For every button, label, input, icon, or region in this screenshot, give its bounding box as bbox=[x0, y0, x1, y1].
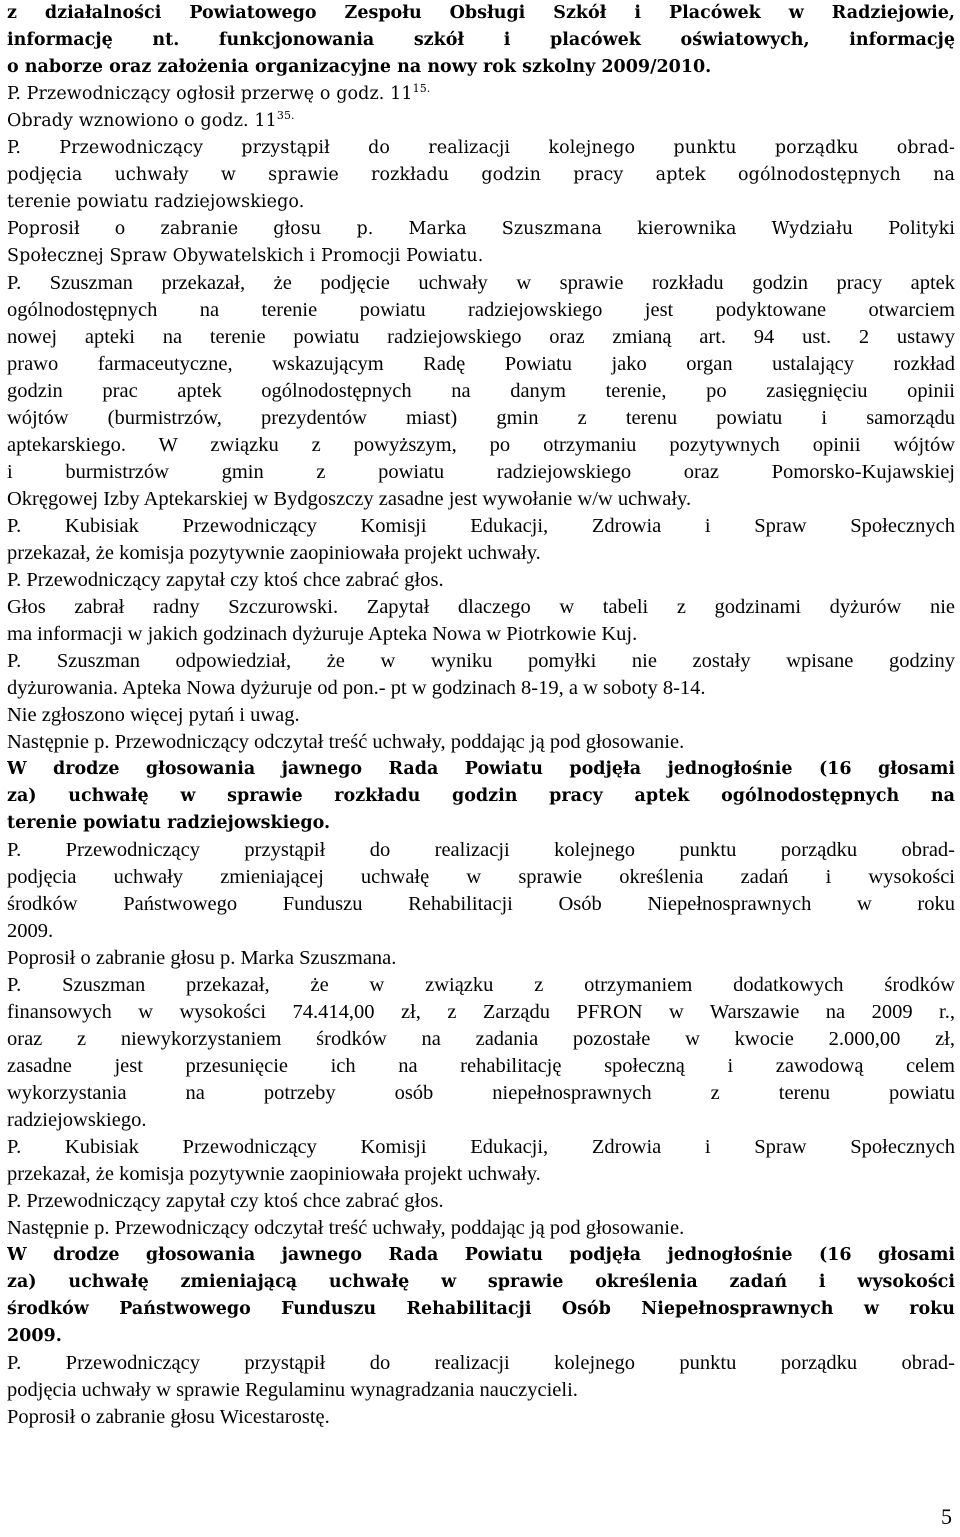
text-line bbox=[7, 54, 955, 81]
text-line bbox=[7, 324, 955, 351]
text-line-content: radziejowskiego. bbox=[7, 1109, 147, 1131]
text-line bbox=[7, 378, 955, 405]
text-line bbox=[7, 486, 955, 513]
text-line bbox=[7, 1269, 955, 1296]
text-line-content: dyżurowania. Apteka Nowa dyżuruje od pon.- pt w godzinach 8-19, a w soboty 8-14. bbox=[7, 677, 706, 699]
text-line-content: W drodze głosowania jawnego Rada Powiatu podjęła jednogłośnie (16 głosami bbox=[7, 1245, 955, 1265]
document-page bbox=[7, 0, 955, 1431]
text-line-content: P. Przewodniczący przystąpił do realizacji kolejnego punktu porządku obrad- bbox=[7, 839, 955, 861]
text-line bbox=[7, 216, 955, 243]
text-line bbox=[7, 810, 955, 837]
text-line-content: podjęcia uchwały w sprawie rozkładu godzin pracy aptek ogólnodostępnych na bbox=[7, 165, 955, 185]
text-line bbox=[7, 729, 955, 756]
text-line bbox=[7, 0, 955, 27]
text-line-content: P. Szuszman odpowiedział, że w wyniku pomyłki nie zostały wpisane godziny bbox=[7, 650, 955, 672]
text-line bbox=[7, 1188, 955, 1215]
text-line-content: 2009. bbox=[7, 920, 54, 942]
text-line bbox=[7, 81, 955, 108]
text-line-content: zasadne jest przesunięcie ich na rehabilitację społeczną i zawodową celem bbox=[7, 1055, 955, 1077]
text-line-content: za) uchwałę zmieniającą uchwałę w sprawie określenia zadań i wysokości bbox=[7, 1272, 955, 1292]
text-line-content: Głos zabrał radny Szczurowski. Zapytał dlaczego w tabeli z godzinami dyżurów nie bbox=[7, 596, 955, 618]
text-line-content: aptekarskiego. W związku z powyższym, po otrzymaniu pozytywnych opinii wójtów bbox=[7, 434, 955, 456]
text-line bbox=[7, 1242, 955, 1269]
text-line bbox=[7, 459, 955, 486]
text-line bbox=[7, 702, 955, 729]
text-line bbox=[7, 1377, 955, 1404]
text-line bbox=[7, 837, 955, 864]
text-line-content: W drodze głosowania jawnego Rada Powiatu podjęła jednogłośnie (16 głosami bbox=[7, 759, 955, 779]
text-line bbox=[7, 162, 955, 189]
text-line bbox=[7, 1107, 955, 1134]
text-line-content: ma informacji w jakich godzinach dyżuruje Apteka Nowa w Piotrkowie Kuj. bbox=[7, 623, 638, 645]
text-line-content: podjęcia uchwały zmieniającej uchwałę w sprawie określenia zadań i wysokości bbox=[7, 866, 955, 888]
text-line-content: P. Przewodniczący zapytał czy ktoś chce zabrać głos. bbox=[7, 569, 444, 591]
text-line-content: oraz z niewykorzystaniem środków na zadania pozostałe w kwocie 2.000,00 zł, bbox=[7, 1028, 955, 1050]
text-line bbox=[7, 1323, 955, 1350]
text-line bbox=[7, 675, 955, 702]
text-line-content: Okręgowej Izby Aptekarskiej w Bydgoszczy zasadne jest wywołanie w/w uchwały. bbox=[7, 488, 692, 510]
text-line bbox=[7, 648, 955, 675]
text-line-content: godzin prac aptek ogólnodostępnych na danym terenie, po zasięgnięciu opinii bbox=[7, 380, 955, 402]
text-line-content: P. Przewodniczący przystąpił do realizacji kolejnego punktu porządku obrad- bbox=[7, 1352, 955, 1374]
text-line bbox=[7, 567, 955, 594]
text-line-content: P. Kubisiak Przewodniczący Komisji Edukacji, Zdrowia i Spraw Społecznych bbox=[7, 1136, 955, 1158]
text-line bbox=[7, 783, 955, 810]
text-line bbox=[7, 945, 955, 972]
text-line-content: i burmistrzów gmin z powiatu radziejowskiego oraz Pomorsko-Kujawskiej bbox=[7, 461, 955, 483]
text-line bbox=[7, 135, 955, 162]
text-line bbox=[7, 1215, 955, 1242]
text-line bbox=[7, 189, 955, 216]
text-line-content: Poprosił o zabranie głosu p. Marka Szuszmana kierownika Wydziału Polityki bbox=[7, 219, 955, 239]
text-line-content: terenie powiatu radziejowskiego. bbox=[7, 813, 331, 833]
text-line-content: P. Przewodniczący zapytał czy ktoś chce zabrać głos. bbox=[7, 1190, 444, 1212]
text-line-content: Poprosił o zabranie głosu Wicestarostę. bbox=[7, 1406, 330, 1428]
text-line-content: P. Przewodniczący przystąpił do realizacji kolejnego punktu porządku obrad- bbox=[7, 138, 955, 158]
text-line bbox=[7, 108, 955, 135]
text-line bbox=[7, 594, 955, 621]
text-line bbox=[7, 432, 955, 459]
text-line bbox=[7, 756, 955, 783]
text-line-content: wykorzystania na potrzeby osób niepełnosprawnych z terenu powiatu bbox=[7, 1082, 955, 1104]
text-line bbox=[7, 1053, 955, 1080]
text-line-content: nowej apteki na terenie powiatu radziejowskiego oraz zmianą art. 94 ust. 2 ustawy bbox=[7, 326, 955, 348]
text-line bbox=[7, 999, 955, 1026]
text-line-content: z działalności Powiatowego Zespołu Obsługi Szkół i Placówek w Radziejowie, bbox=[7, 3, 955, 23]
text-line bbox=[7, 621, 955, 648]
text-line-content: Poprosił o zabranie głosu p. Marka Szuszmana. bbox=[7, 947, 397, 969]
text-line bbox=[7, 1404, 955, 1431]
text-line bbox=[7, 351, 955, 378]
text-line-content: P. Przewodniczący ogłosił przerwę o godz. 11 bbox=[7, 84, 413, 104]
text-line-content: za) uchwałę w sprawie rozkładu godzin pracy aptek ogólnodostępnych na bbox=[7, 786, 955, 806]
text-line bbox=[7, 270, 955, 297]
text-line-content: terenie powiatu radziejowskiego. bbox=[7, 192, 305, 212]
text-line-content: finansowych w wysokości 74.414,00 zł, z Zarządu PFRON w Warszawie na 2009 r., bbox=[7, 1001, 955, 1023]
text-line-content: P. Kubisiak Przewodniczący Komisji Edukacji, Zdrowia i Spraw Społecznych bbox=[7, 515, 955, 537]
text-line-content: Nie zgłoszono więcej pytań i uwag. bbox=[7, 704, 300, 726]
text-line-content: informację nt. funkcjonowania szkół i placówek oświatowych, informację bbox=[7, 30, 955, 50]
text-line-content: podjęcia uchwały w sprawie Regulaminu wynagradzania nauczycieli. bbox=[7, 1379, 578, 1401]
text-line bbox=[7, 1080, 955, 1107]
text-line-content: przekazał, że komisja pozytywnie zaopiniowała projekt uchwały. bbox=[7, 542, 541, 564]
text-line bbox=[7, 891, 955, 918]
text-line bbox=[7, 513, 955, 540]
text-line-content: środków Państwowego Funduszu Rehabilitacji Osób Niepełnosprawnych w roku bbox=[7, 893, 955, 915]
text-line bbox=[7, 405, 955, 432]
text-line bbox=[7, 972, 955, 999]
text-line-content: Społecznej Spraw Obywatelskich i Promocji Powiatu. bbox=[7, 246, 484, 266]
text-line-content: P. Szuszman przekazał, że podjęcie uchwały w sprawie rozkładu godzin pracy aptek bbox=[7, 272, 955, 294]
text-line-content: przekazał, że komisja pozytywnie zaopiniowała projekt uchwały. bbox=[7, 1163, 541, 1185]
text-line bbox=[7, 1134, 955, 1161]
text-line-content: środków Państwowego Funduszu Rehabilitacji Osób Niepełnosprawnych w roku bbox=[7, 1299, 955, 1319]
text-line bbox=[7, 918, 955, 945]
text-line bbox=[7, 864, 955, 891]
time-superscript: 35. bbox=[276, 109, 295, 122]
text-line-content: 2009. bbox=[7, 1326, 62, 1346]
text-line bbox=[7, 243, 955, 270]
text-line bbox=[7, 540, 955, 567]
text-line-content: wójtów (burmistrzów, prezydentów miast) gmin z terenu powiatu i samorządu bbox=[7, 407, 955, 429]
text-line-content: Obrady wznowiono o godz. 11 bbox=[7, 111, 277, 131]
text-line bbox=[7, 1161, 955, 1188]
text-line-content: o naborze oraz założenia organizacyjne na nowy rok szkolny 2009/2010. bbox=[7, 57, 712, 77]
text-line bbox=[7, 1026, 955, 1053]
text-line bbox=[7, 1296, 955, 1323]
page-number: 5 bbox=[941, 1504, 952, 1529]
text-line bbox=[7, 1350, 955, 1377]
text-line-content: ogólnodostępnych na terenie powiatu radziejowskiego jest podyktowane otwarciem bbox=[7, 299, 955, 321]
text-line-content: P. Szuszman przekazał, że w związku z otrzymaniem dodatkowych środków bbox=[7, 974, 955, 996]
text-line bbox=[7, 297, 955, 324]
time-superscript: 15. bbox=[412, 82, 431, 95]
text-line-content: prawo farmaceutyczne, wskazującym Radę Powiatu jako organ ustalający rozkład bbox=[7, 353, 955, 375]
text-line-content: Następnie p. Przewodniczący odczytał treść uchwały, poddając ją pod głosowanie. bbox=[7, 1217, 685, 1239]
text-line bbox=[7, 27, 955, 54]
text-line-content: Następnie p. Przewodniczący odczytał treść uchwały, poddając ją pod głosowanie. bbox=[7, 731, 685, 753]
